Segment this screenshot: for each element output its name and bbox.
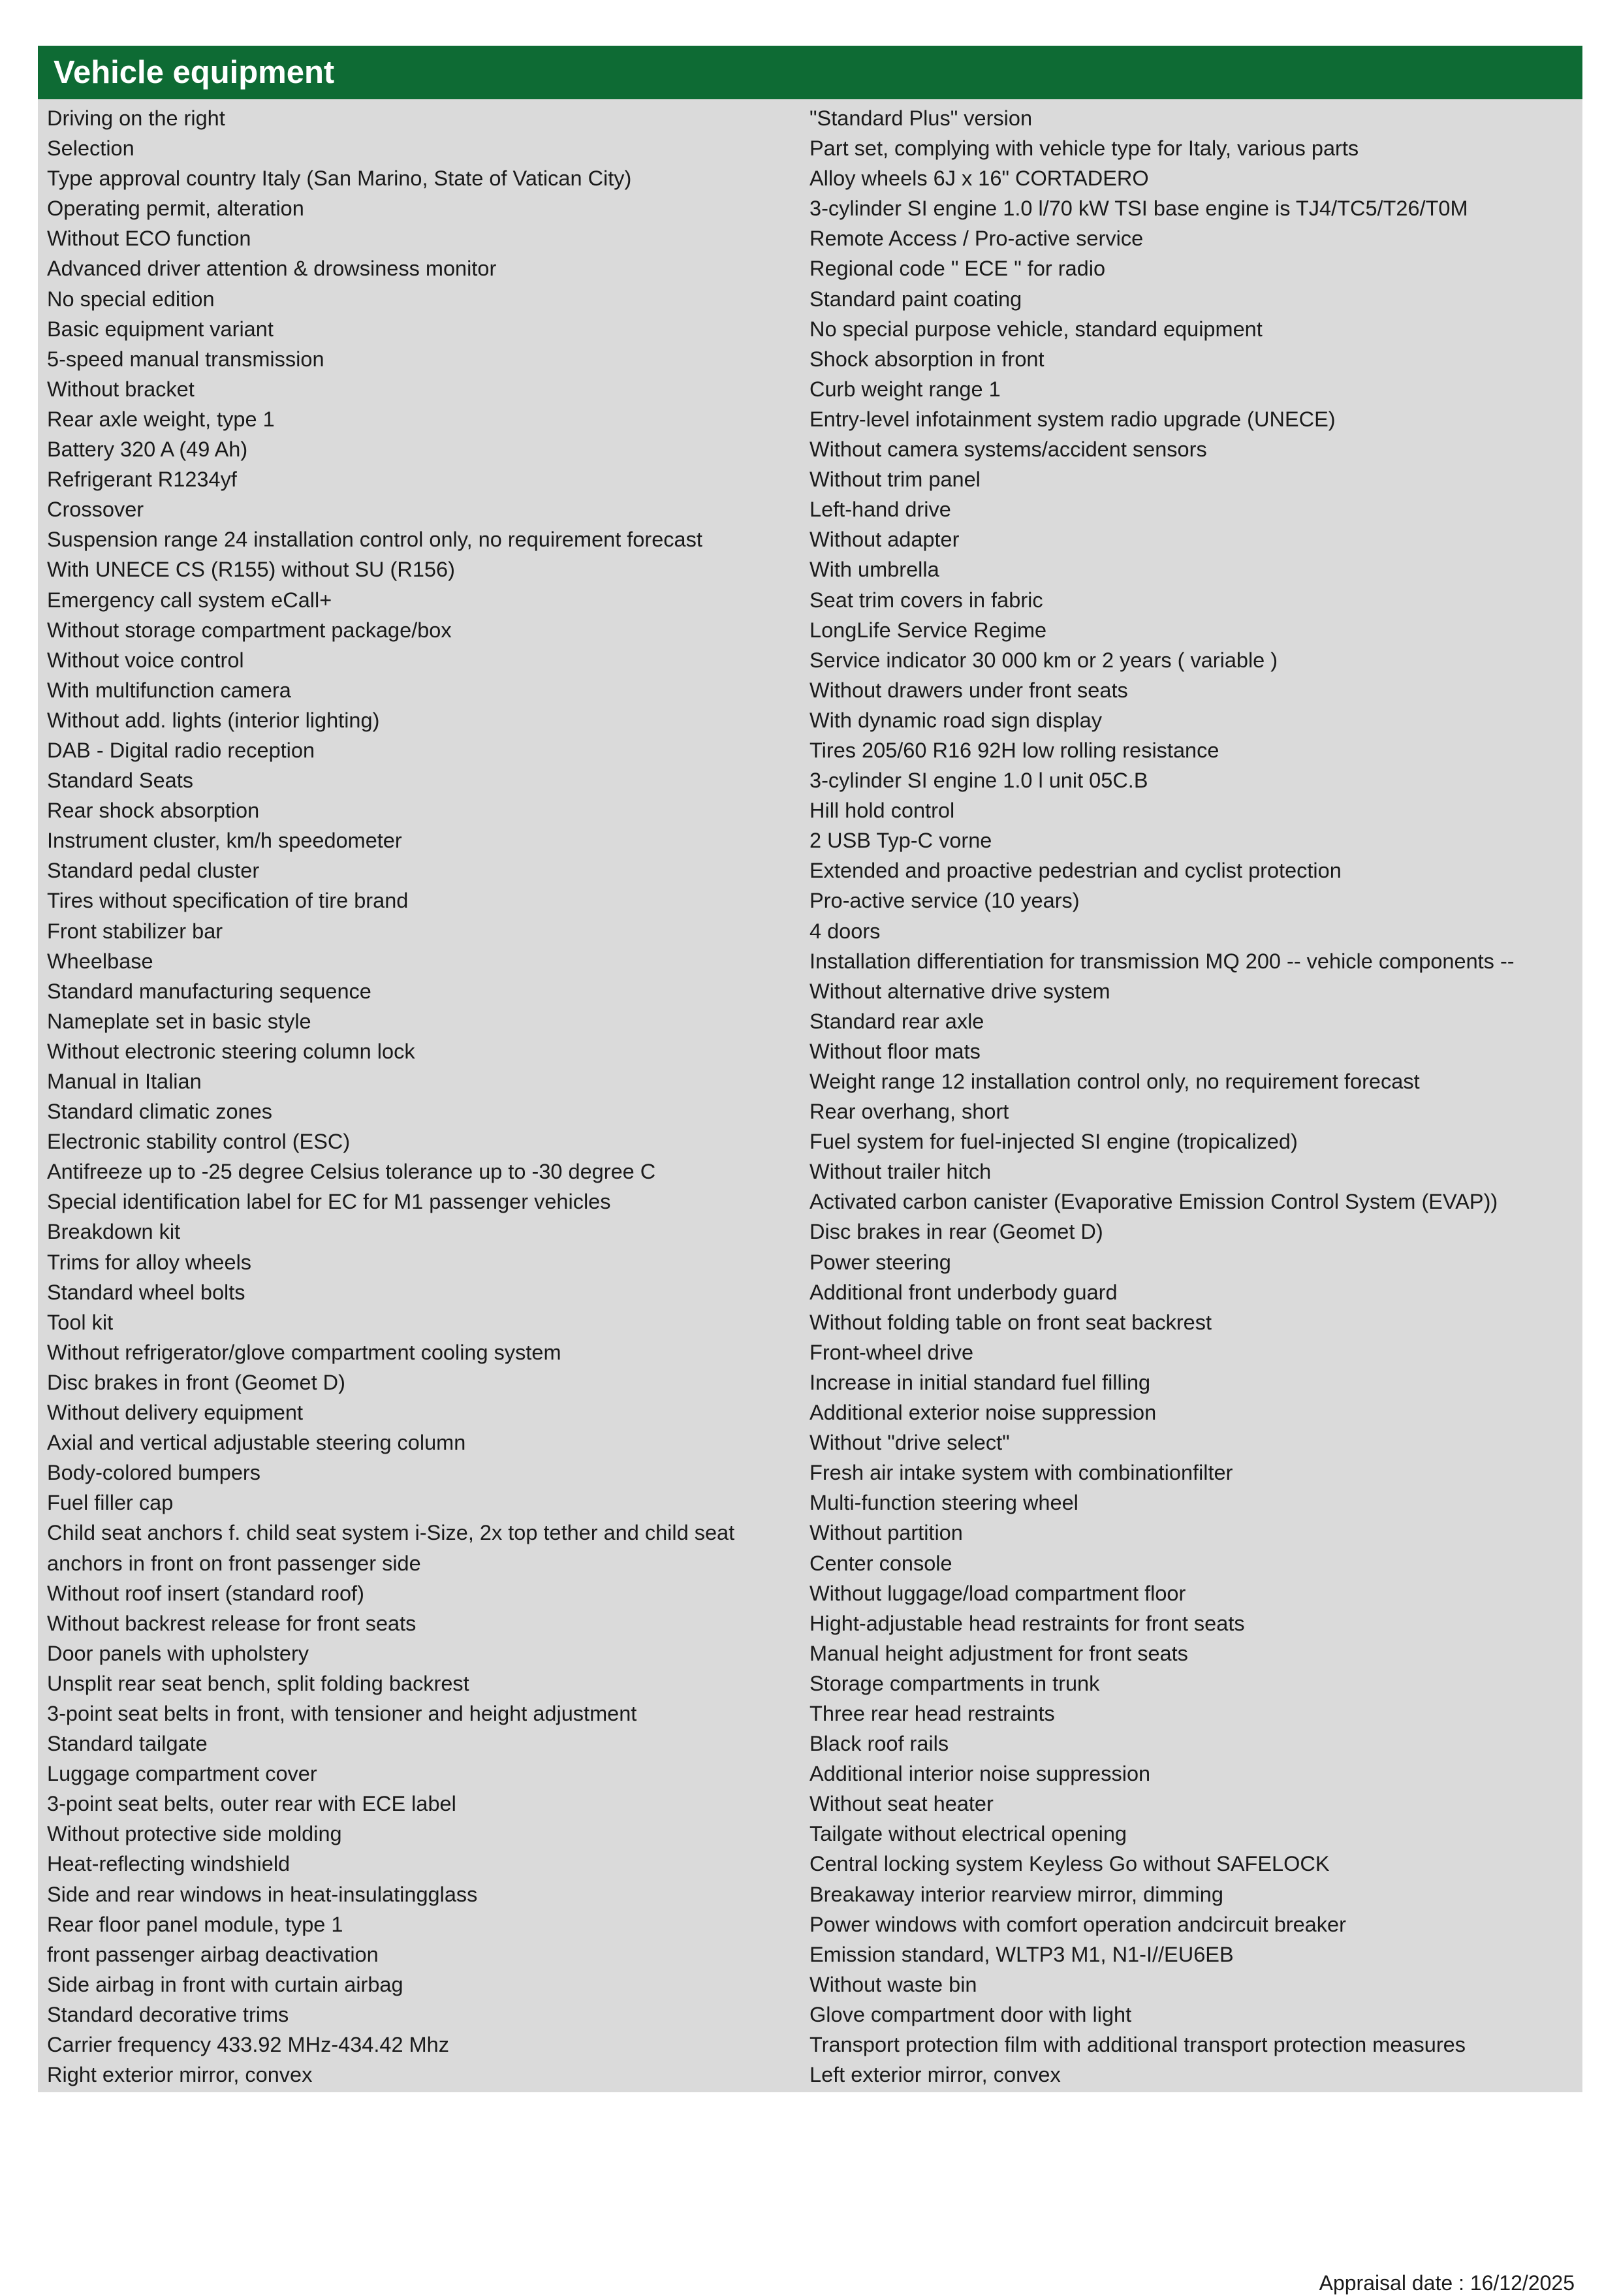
equipment-item: Door panels with upholstery: [47, 1641, 309, 1665]
equipment-item: Rear axle weight, type 1: [47, 407, 275, 431]
equipment-item: Disc brakes in rear (Geomet D): [810, 1220, 1103, 1244]
equipment-item: Carrier frequency 433.92 MHz-434.42 Mhz: [47, 2033, 449, 2056]
equipment-item: 3-cylinder SI engine 1.0 l/70 kW TSI base engine is TJ4/TC5/T26/T0M: [810, 197, 1468, 221]
equipment-item: Child seat anchors f. child seat system i-Size, 2x top tether and child seat: [47, 1521, 735, 1545]
equipment-item: 3-point seat belts in front, with tensioner and height adjustment: [47, 1701, 637, 1725]
equipment-item: Emission standard, WLTP3 M1, N1-I//EU6EB: [810, 1942, 1234, 1966]
equipment-item: Standard pedal cluster: [47, 859, 260, 883]
equipment-item: Fuel filler cap: [47, 1491, 174, 1515]
equipment-item: Side and rear windows in heat-insulatingglass: [47, 1882, 478, 1906]
equipment-item: Selection: [47, 136, 134, 161]
equipment-item: Tailgate without electrical opening: [810, 1822, 1127, 1846]
equipment-item: Front-wheel drive: [810, 1340, 974, 1364]
equipment-item: anchors in front on front passenger side: [47, 1551, 421, 1575]
equipment-item: Nameplate set in basic style: [47, 1009, 311, 1033]
equipment-item: Storage compartments in trunk: [810, 1671, 1100, 1695]
equipment-item: Rear overhang, short: [810, 1100, 1009, 1124]
equipment-item: 4 doors: [810, 919, 881, 943]
equipment-item: Without partition: [810, 1521, 963, 1545]
equipment-item: Additional front underbody guard: [810, 1280, 1118, 1304]
equipment-item: Special identification label for EC for M1 passenger vehicles: [47, 1190, 611, 1214]
equipment-item: Without bracket: [47, 377, 195, 401]
equipment-item: Without folding table on front seat backrest: [810, 1310, 1212, 1334]
equipment-item: Standard tailgate: [47, 1732, 208, 1756]
equipment-item: Standard climatic zones: [47, 1100, 273, 1124]
equipment-item: Fuel system for fuel-injected SI engine (tropicalized): [810, 1130, 1298, 1154]
equipment-item: Suspension range 24 installation control only, no requirement forecast: [47, 528, 702, 552]
equipment-item: Installation differentiation for transmission MQ 200 -- vehicle components --: [810, 949, 1515, 973]
equipment-item: Additional exterior noise suppression: [810, 1401, 1157, 1425]
equipment-item: Refrigerant R1234yf: [47, 468, 237, 492]
equipment-item: Side airbag in front with curtain airbag: [47, 1972, 403, 1996]
vehicle-equipment-section: [38, 46, 1582, 2092]
equipment-item: Standard Seats: [47, 769, 194, 793]
equipment-item: Standard decorative trims: [47, 2002, 289, 2026]
equipment-item: Luggage compartment cover: [47, 1762, 317, 1786]
equipment-item: Alloy wheels 6J x 16" CORTADERO: [810, 167, 1149, 191]
equipment-item: Without trailer hitch: [810, 1160, 992, 1184]
equipment-item: Without roof insert (standard roof): [47, 1581, 364, 1605]
equipment-item: Unsplit rear seat bench, split folding backrest: [47, 1671, 469, 1695]
equipment-item: Activated carbon canister (Evaporative Emission Control System (EVAP)): [810, 1190, 1498, 1214]
equipment-item: Tires without specification of tire brand: [47, 889, 409, 913]
equipment-item: With umbrella: [810, 558, 939, 582]
equipment-item: Fresh air intake system with combinationfilter: [810, 1461, 1233, 1485]
equipment-item: Entry-level infotainment system radio upgrade (UNECE): [810, 407, 1336, 431]
equipment-item: Multi-function steering wheel: [810, 1491, 1078, 1515]
equipment-item: Without alternative drive system: [810, 979, 1110, 1003]
equipment-column-left: [38, 103, 810, 2090]
equipment-item: Without "drive select": [810, 1431, 1010, 1455]
equipment-item: Trims for alloy wheels: [47, 1250, 252, 1274]
equipment-item: Without protective side molding: [47, 1822, 342, 1846]
equipment-item: Wheelbase: [47, 949, 153, 973]
equipment-item: Seat trim covers in fabric: [810, 588, 1043, 612]
equipment-item: "Standard Plus" version: [810, 106, 1033, 130]
appraisal-date: Appraisal date : 16/12/2025: [1319, 2271, 1575, 2295]
equipment-item: 2 USB Typ-C vorne: [810, 829, 992, 853]
equipment-list: [38, 99, 1582, 2092]
equipment-item: Part set, complying with vehicle type for Italy, various parts: [810, 136, 1359, 161]
equipment-item: Rear floor panel module, type 1: [47, 1912, 343, 1936]
equipment-item: Standard paint coating: [810, 287, 1022, 311]
equipment-item: Operating permit, alteration: [47, 197, 304, 221]
equipment-item: Axial and vertical adjustable steering column: [47, 1431, 466, 1455]
equipment-item: Rear shock absorption: [47, 799, 260, 823]
equipment-item: Without electronic steering column lock: [47, 1039, 415, 1063]
equipment-column-right: [810, 103, 1582, 2090]
equipment-item: 3-point seat belts, outer rear with ECE label: [47, 1792, 456, 1816]
section-title: Vehicle equipment: [38, 46, 1582, 99]
equipment-item: Front stabilizer bar: [47, 919, 223, 943]
equipment-item: Without backrest release for front seats: [47, 1611, 417, 1635]
equipment-item: DAB - Digital radio reception: [47, 738, 315, 762]
equipment-item: Disc brakes in front (Geomet D): [47, 1370, 345, 1394]
equipment-item: Weight range 12 installation control only, no requirement forecast: [810, 1070, 1420, 1093]
equipment-item: Standard rear axle: [810, 1009, 984, 1033]
equipment-item: Type approval country Italy (San Marino, State of Vatican City): [47, 167, 632, 191]
equipment-item: Breakaway interior rearview mirror, dimming: [810, 1882, 1223, 1906]
equipment-item: With UNECE CS (R155) without SU (R156): [47, 558, 455, 582]
equipment-item: Left-hand drive: [810, 498, 951, 522]
equipment-item: Curb weight range 1: [810, 377, 1001, 401]
equipment-item: Crossover: [47, 498, 144, 522]
equipment-item: Central locking system Keyless Go without SAFELOCK: [810, 1852, 1330, 1876]
equipment-item: Extended and proactive pedestrian and cyclist protection: [810, 859, 1342, 883]
equipment-item: Regional code " ECE " for radio: [810, 257, 1106, 281]
equipment-item: Tires 205/60 R16 92H low rolling resistance: [810, 738, 1219, 762]
equipment-item: Shock absorption in front: [810, 347, 1045, 371]
equipment-item: Advanced driver attention & drowsiness monitor: [47, 257, 497, 281]
equipment-item: Three rear head restraints: [810, 1701, 1055, 1725]
equipment-item: Without trim panel: [810, 468, 981, 492]
equipment-item: With multifunction camera: [47, 678, 291, 702]
equipment-item: Manual height adjustment for front seats: [810, 1641, 1188, 1665]
equipment-item: Standard wheel bolts: [47, 1280, 245, 1304]
equipment-item: Increase in initial standard fuel filling: [810, 1370, 1151, 1394]
equipment-item: With dynamic road sign display: [810, 708, 1102, 732]
equipment-item: Transport protection film with additional transport protection measures: [810, 2033, 1466, 2056]
equipment-item: Without seat heater: [810, 1792, 994, 1816]
equipment-item: Driving on the right: [47, 106, 225, 130]
equipment-item: Heat-reflecting windshield: [47, 1852, 291, 1876]
equipment-item: Hight-adjustable head restraints for front seats: [810, 1611, 1245, 1635]
equipment-item: Standard manufacturing sequence: [47, 979, 371, 1003]
equipment-item: LongLife Service Regime: [810, 618, 1047, 642]
equipment-item: Without luggage/load compartment floor: [810, 1581, 1186, 1605]
equipment-item: Without voice control: [47, 648, 244, 672]
equipment-item: Breakdown kit: [47, 1220, 181, 1244]
equipment-item: Body-colored bumpers: [47, 1461, 260, 1485]
equipment-item: Remote Access / Pro-active service: [810, 227, 1144, 251]
equipment-item: Hill hold control: [810, 799, 955, 823]
equipment-item: Emergency call system eCall+: [47, 588, 332, 612]
equipment-item: Basic equipment variant: [47, 317, 274, 341]
equipment-item: Tool kit: [47, 1310, 114, 1334]
equipment-item: No special edition: [47, 287, 215, 311]
equipment-item: 3-cylinder SI engine 1.0 l unit 05C.B: [810, 769, 1148, 793]
equipment-item: Without camera systems/accident sensors: [810, 438, 1207, 462]
equipment-item: Instrument cluster, km/h speedometer: [47, 829, 402, 853]
equipment-item: Glove compartment door with light: [810, 2002, 1132, 2026]
equipment-item: front passenger airbag deactivation: [47, 1942, 379, 1966]
equipment-item: 5-speed manual transmission: [47, 347, 324, 371]
equipment-item: Manual in Italian: [47, 1070, 202, 1093]
equipment-item: Without drawers under front seats: [810, 678, 1128, 702]
equipment-item: Black roof rails: [810, 1732, 949, 1756]
equipment-item: Power windows with comfort operation andcircuit breaker: [810, 1912, 1346, 1936]
equipment-item: Without waste bin: [810, 1972, 977, 1996]
equipment-item: Service indicator 30 000 km or 2 years ( variable ): [810, 648, 1278, 672]
equipment-item: Left exterior mirror, convex: [810, 2063, 1061, 2087]
equipment-item: Without ECO function: [47, 227, 251, 251]
equipment-item: Without delivery equipment: [47, 1401, 303, 1425]
equipment-item: Without refrigerator/glove compartment cooling system: [47, 1340, 561, 1364]
equipment-item: Battery 320 A (49 Ah): [47, 438, 248, 462]
equipment-item: Without floor mats: [810, 1039, 981, 1063]
equipment-item: No special purpose vehicle, standard equipment: [810, 317, 1263, 341]
equipment-item: Electronic stability control (ESC): [47, 1130, 351, 1154]
equipment-item: Antifreeze up to -25 degree Celsius tolerance up to -30 degree C: [47, 1160, 656, 1184]
equipment-item: Right exterior mirror, convex: [47, 2063, 313, 2087]
equipment-item: Power steering: [810, 1250, 951, 1274]
equipment-item: Additional interior noise suppression: [810, 1762, 1151, 1786]
equipment-item: Without adapter: [810, 528, 960, 552]
equipment-item: Pro-active service (10 years): [810, 889, 1080, 913]
equipment-item: Without add. lights (interior lighting): [47, 708, 380, 732]
equipment-item: Center console: [810, 1551, 952, 1575]
equipment-item: Without storage compartment package/box: [47, 618, 452, 642]
